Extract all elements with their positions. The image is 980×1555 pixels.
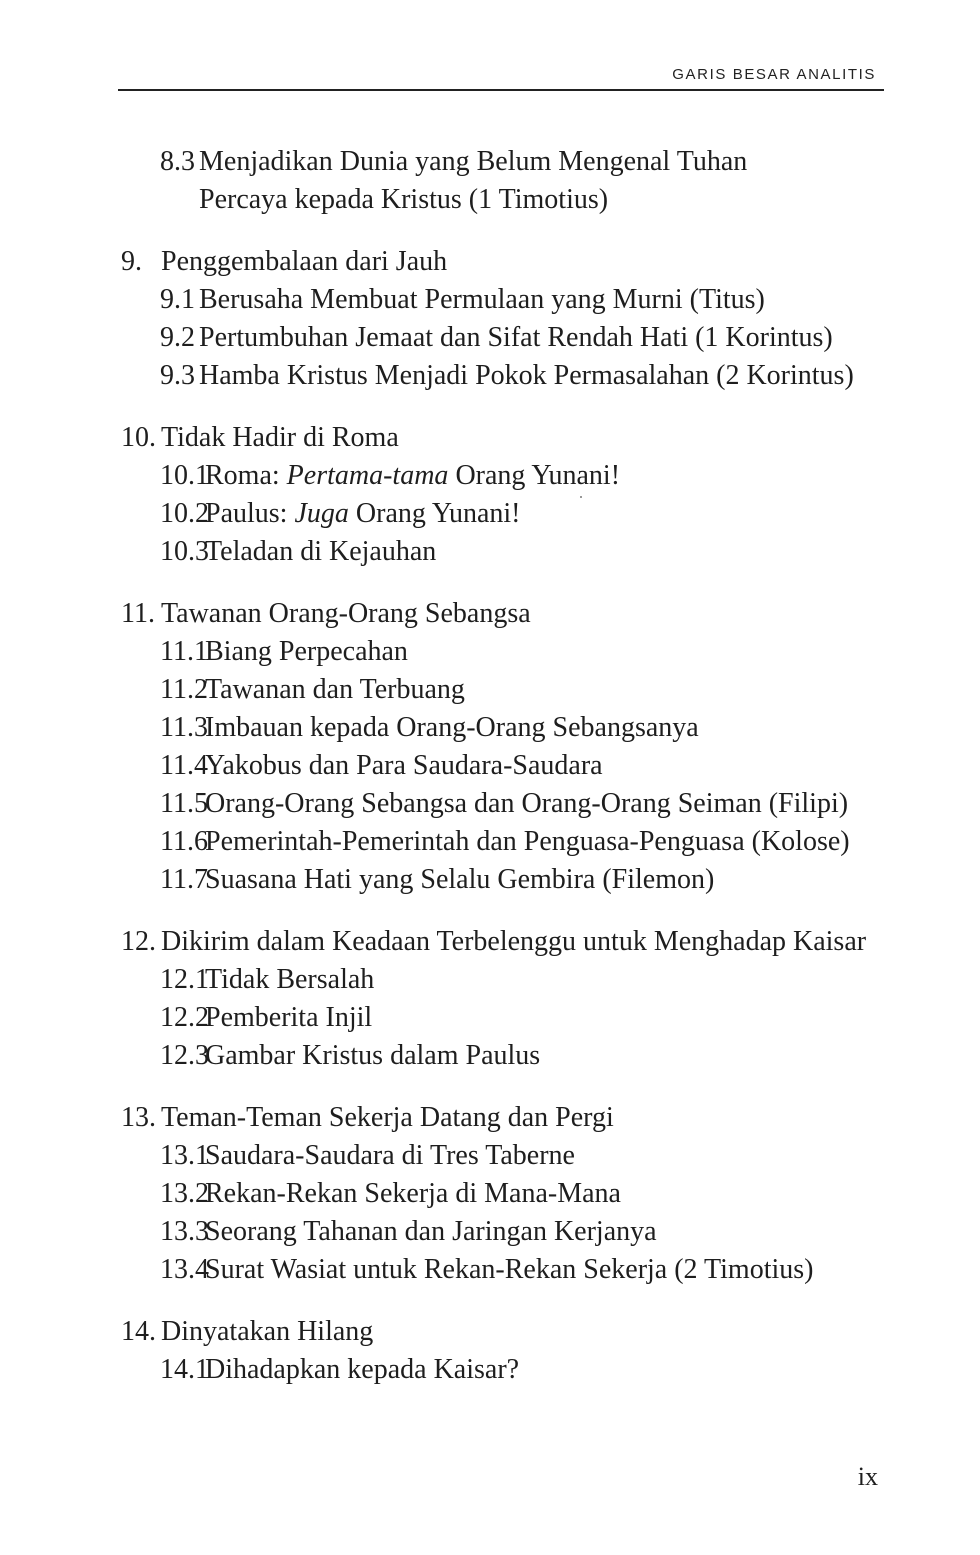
item-number: 10.1 — [160, 460, 209, 491]
section-number: 11. — [121, 598, 155, 629]
item-title: Surat Wasiat untuk Rekan-Rekan Sekerja (2 Timotius) — [205, 1254, 814, 1285]
item-title: Pemberita Injil — [205, 1002, 373, 1033]
item-title: Seorang Tahanan dan Jaringan Kerjanya — [205, 1216, 657, 1247]
item-number: 12.1 — [160, 964, 209, 995]
outline-section-10 — [0, 419, 980, 457]
item-title — [205, 495, 521, 533]
outline-item-10-2 — [0, 495, 980, 533]
section-title: Tidak Hadir di Roma — [161, 422, 399, 453]
item-number: 13.2 — [160, 1178, 209, 1209]
item-title: Berusaha Membuat Permulaan yang Murni (Titus) — [199, 284, 765, 315]
item-number: 11.2 — [160, 674, 208, 705]
item-title: Pertumbuhan Jemaat dan Sifat Rendah Hati (1 Korintus) — [199, 322, 833, 353]
section-number: 14. — [121, 1316, 156, 1347]
item-title-emphasis: Juga — [294, 498, 349, 529]
item-title: Menjadikan Dunia yang Belum Mengenal Tuhan — [199, 146, 748, 177]
outline-item-12-1 — [0, 961, 980, 999]
outline-section-14 — [0, 1313, 980, 1351]
outline-section-13 — [0, 1099, 980, 1137]
item-number: 11.3 — [160, 712, 208, 743]
item-number: 10.3 — [160, 536, 209, 567]
item-title: Gambar Kristus dalam Paulus — [205, 1040, 541, 1071]
outline-item-10-1 — [0, 457, 980, 495]
section-title: Dinyatakan Hilang — [161, 1316, 374, 1347]
outline-item-9-2 — [0, 319, 980, 357]
running-head: GARIS BESAR ANALITIS — [672, 66, 876, 83]
outline-item-10-3 — [0, 533, 980, 571]
item-title-suffix: Orang Yunani! — [448, 460, 621, 491]
item-title — [205, 457, 620, 495]
item-number: 9.3 — [160, 360, 195, 391]
item-number: 12.2 — [160, 1002, 209, 1033]
outline-item-11-3 — [0, 709, 980, 747]
section-number: 12. — [121, 926, 156, 957]
outline-item-8-3-continued — [0, 181, 980, 219]
item-title-continuation: Percaya kepada Kristus (1 Timotius) — [199, 184, 609, 215]
outline-item-13-4 — [0, 1251, 980, 1289]
outline-section-12 — [0, 923, 980, 961]
outline-item-11-5 — [0, 785, 980, 823]
outline-item-13-1 — [0, 1137, 980, 1175]
item-title: Rekan-Rekan Sekerja di Mana-Mana — [205, 1178, 621, 1209]
item-title: Tawanan dan Terbuang — [205, 674, 465, 705]
item-number: 14.1 — [160, 1354, 209, 1385]
item-number: 10.2 — [160, 498, 209, 529]
outline-item-13-3 — [0, 1213, 980, 1251]
item-number: 11.5 — [160, 788, 208, 819]
item-title: Orang-Orang Sebangsa dan Orang-Orang Seiman (Filipi) — [205, 788, 849, 819]
outline-item-9-1 — [0, 281, 980, 319]
item-title: Suasana Hati yang Selalu Gembira (Filemon) — [205, 864, 715, 895]
item-number: 8.3 — [160, 146, 195, 177]
outline-item-11-6 — [0, 823, 980, 861]
item-number: 9.1 — [160, 284, 195, 315]
item-title: Yakobus dan Para Saudara-Saudara — [205, 750, 603, 781]
outline-section-11 — [0, 595, 980, 633]
item-number: 13.1 — [160, 1140, 209, 1171]
outline-item-9-3 — [0, 357, 980, 395]
item-number: 9.2 — [160, 322, 195, 353]
outline-item-11-2 — [0, 671, 980, 709]
item-title: Hamba Kristus Menjadi Pokok Permasalahan (2 Korintus) — [199, 360, 854, 391]
header-rule — [118, 89, 884, 91]
item-number: 11.6 — [160, 826, 208, 857]
outline-item-12-2 — [0, 999, 980, 1037]
item-number: 11.7 — [160, 864, 208, 895]
outline-item-13-2 — [0, 1175, 980, 1213]
item-title-prefix: Paulus: — [205, 498, 295, 529]
item-number: 13.4 — [160, 1254, 209, 1285]
outline-item-14-1 — [0, 1351, 980, 1389]
section-title: Teman-Teman Sekerja Datang dan Pergi — [161, 1102, 614, 1133]
section-title: Tawanan Orang-Orang Sebangsa — [161, 598, 531, 629]
item-number: 12.3 — [160, 1040, 209, 1071]
outline-item-11-7 — [0, 861, 980, 899]
outline-item-11-1 — [0, 633, 980, 671]
item-title: Saudara-Saudara di Tres Taberne — [205, 1140, 575, 1171]
item-title-emphasis: Pertama-tama — [286, 460, 449, 491]
item-title-suffix: Orang Yunani! — [348, 498, 521, 529]
section-number: 9. — [121, 246, 142, 277]
item-number: 13.3 — [160, 1216, 209, 1247]
section-title: Penggembalaan dari Jauh — [161, 246, 448, 277]
item-title: Biang Perpecahan — [205, 636, 408, 667]
outline-section-9 — [0, 243, 980, 281]
outline-item-11-4 — [0, 747, 980, 785]
item-title-prefix: Roma: — [205, 460, 287, 491]
outline-item-12-3 — [0, 1037, 980, 1075]
item-title: Imbauan kepada Orang-Orang Sebangsanya — [205, 712, 699, 743]
item-title: Tidak Bersalah — [205, 964, 375, 995]
outline-item-8-3 — [0, 143, 980, 181]
item-number: 11.1 — [160, 636, 208, 667]
item-title: Teladan di Kejauhan — [205, 536, 437, 567]
section-number: 10. — [121, 422, 156, 453]
item-number: 11.4 — [160, 750, 208, 781]
page-number: ix — [857, 1462, 878, 1491]
outline-list — [0, 143, 980, 1389]
item-title: Dihadapkan kepada Kaisar? — [205, 1354, 520, 1385]
section-title: Dikirim dalam Keadaan Terbelenggu untuk Menghadap Kaisar — [161, 926, 867, 957]
item-title: Pemerintah-Pemerintah dan Penguasa-Penguasa (Kolose) — [205, 826, 850, 857]
section-number: 13. — [121, 1102, 156, 1133]
